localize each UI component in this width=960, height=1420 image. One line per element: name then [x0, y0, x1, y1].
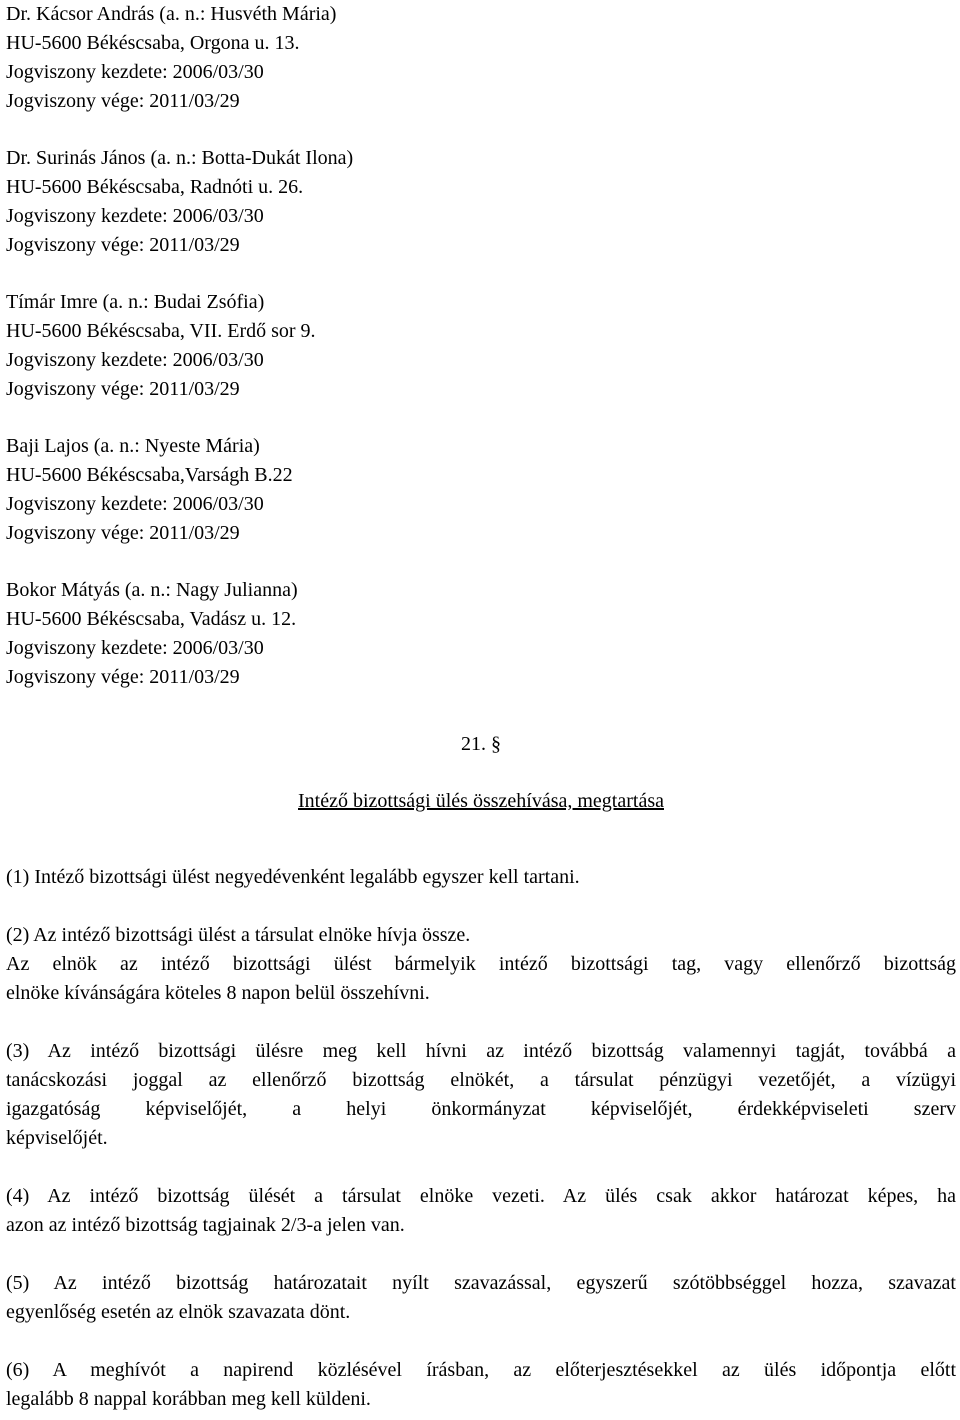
- person-end-date: Jogviszony vége: 2011/03/29: [6, 666, 240, 688]
- section-title: [6, 787, 956, 816]
- section-number: 21. §: [461, 733, 501, 755]
- paragraph-line: azon az intéző bizottság tagjainak 2/3-a jelen van.: [6, 1214, 405, 1236]
- paragraph-line: igazgatóság képviselőjét, a helyi önkormányzat képviselőjét, érdekképviseleti szerv: [6, 1098, 956, 1120]
- person-end-date: Jogviszony vége: 2011/03/29: [6, 522, 240, 544]
- paragraph-1: [6, 863, 956, 892]
- person-name: Tímár Imre (a. n.: Budai Zsófia): [6, 291, 265, 313]
- paragraph-line: (4) Az intéző bizottság ülését a társulat elnöke vezeti. Az ülés csak akkor határozat képes, ha: [6, 1185, 956, 1207]
- person-start-date: Jogviszony kezdete: 2006/03/30: [6, 637, 264, 659]
- person-address: HU-5600 Békéscsaba, VII. Erdő sor 9.: [6, 320, 316, 342]
- person-entry: [6, 288, 956, 404]
- person-entry: [6, 576, 956, 692]
- paragraph-line: (3) Az intéző bizottsági ülésre meg kell hívni az intéző bizottság valamennyi tagját, továbbá a: [6, 1040, 956, 1062]
- person-end-date: Jogviszony vége: 2011/03/29: [6, 234, 240, 256]
- person-entry: [6, 0, 956, 116]
- paragraph-line: képviselőjét.: [6, 1127, 108, 1149]
- person-name: Baji Lajos (a. n.: Nyeste Mária): [6, 435, 260, 457]
- paragraph-2: [6, 921, 956, 1008]
- paragraph-6: [6, 1356, 956, 1414]
- person-address: HU-5600 Békéscsaba, Vadász u. 12.: [6, 608, 297, 630]
- person-start-date: Jogviszony kezdete: 2006/03/30: [6, 205, 264, 227]
- paragraph-line: egyenlőség esetén az elnök szavazata dönt.: [6, 1301, 351, 1323]
- person-entry: [6, 432, 956, 548]
- person-address: HU-5600 Békéscsaba, Orgona u. 13.: [6, 32, 300, 54]
- person-name: Bokor Mátyás (a. n.: Nagy Julianna): [6, 579, 298, 601]
- paragraph-3: [6, 1037, 956, 1153]
- person-end-date: Jogviszony vége: 2011/03/29: [6, 90, 240, 112]
- person-address: HU-5600 Békéscsaba,Varságh B.22: [6, 464, 293, 486]
- paragraph-line: elnöke kívánságára köteles 8 napon belül összehívni.: [6, 982, 430, 1004]
- person-name: Dr. Surinás János (a. n.: Botta-Dukát Ilona): [6, 147, 354, 169]
- person-start-date: Jogviszony kezdete: 2006/03/30: [6, 493, 264, 515]
- person-entry: [6, 144, 956, 260]
- paragraph-line: (5) Az intéző bizottság határozatait nyílt szavazással, egyszerű szótöbbséggel hozza, szavazat: [6, 1272, 956, 1294]
- paragraph-line: (6) A meghívót a napirend közlésével írásban, az előterjesztésekkel az ülés időpontja előtt: [6, 1359, 956, 1381]
- person-start-date: Jogviszony kezdete: 2006/03/30: [6, 349, 264, 371]
- paragraph-line: tanácskozási joggal az ellenőrző bizottság elnökét, a társulat pénzügyi vezetőjét, a vízügyi: [6, 1069, 956, 1091]
- paragraph-line: legalább 8 nappal korábban meg kell küldeni.: [6, 1388, 371, 1410]
- paragraph-5: [6, 1269, 956, 1327]
- paragraph-4: [6, 1182, 956, 1240]
- person-address: HU-5600 Békéscsaba, Radnóti u. 26.: [6, 176, 304, 198]
- section-title-text: Intéző bizottsági ülés összehívása, megtartása: [298, 790, 664, 812]
- paragraph-line: Az elnök az intéző bizottsági ülést bármelyik intéző bizottsági tag, vagy ellenőrző bizottság: [6, 953, 956, 975]
- person-end-date: Jogviszony vége: 2011/03/29: [6, 378, 240, 400]
- paragraph-line: (1) Intéző bizottsági ülést negyedévenként legalább egyszer kell tartani.: [6, 866, 580, 888]
- person-start-date: Jogviszony kezdete: 2006/03/30: [6, 61, 264, 83]
- paragraph-line: (2) Az intéző bizottsági ülést a társulat elnöke hívja össze.: [6, 924, 471, 946]
- person-name: Dr. Kácsor András (a. n.: Husvéth Mária): [6, 3, 337, 25]
